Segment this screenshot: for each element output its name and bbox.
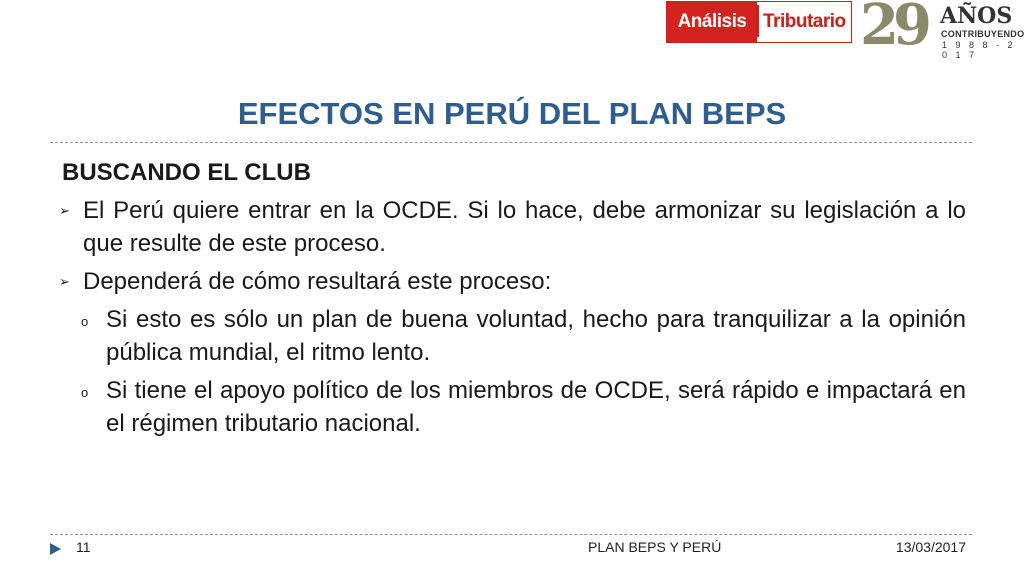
section-heading: BUSCANDO EL CLUB: [62, 159, 311, 186]
logo-divider: [756, 5, 769, 37]
anniversary-logo: [858, 0, 1024, 60]
sub-bullet-item: [62, 303, 966, 369]
logo-analisis-text: Análisis: [667, 2, 757, 42]
circle-bullet-icon: o: [81, 385, 89, 400]
anniversary-years: 1 9 8 8 - 2 0 1 7: [942, 40, 1016, 60]
anniversary-number: 29: [860, 0, 926, 58]
footer-divider: [50, 534, 972, 535]
logo-tributario-text: [763, 2, 851, 42]
anniversary-contribuyendo: CONTRIBUYENDO: [941, 29, 1024, 39]
sub-bullet-text: Si esto es sólo un plan de buena voluntad, hecho para tranquilizar a la opinión pública mundial, el ritmo lento.: [106, 306, 966, 366]
sub-bullet-text: Si tiene el apoyo político de los miembros de OCDE, será rápido e impactará en el régimen tributario nacional.: [106, 377, 966, 437]
bullet-item: [59, 265, 966, 298]
bullet-text: El Perú quiere entrar en la OCDE. Si lo hace, debe armonizar su legislación a lo que resulte de este proceso.: [83, 197, 966, 257]
slide-title: EFECTOS EN PERÚ DEL PLAN BEPS: [237, 96, 787, 131]
arrow-bullet-icon: ➢: [59, 274, 70, 289]
footer-date: 13/03/2017: [895, 539, 966, 555]
analisis-tributario-logo: [666, 1, 852, 43]
bullet-item: [59, 194, 966, 260]
circle-bullet-icon: o: [81, 314, 89, 329]
sub-bullet-item: [62, 374, 966, 440]
logo-tributario-label: Tributario: [763, 11, 846, 32]
play-arrow-icon: [50, 543, 61, 555]
page-number: 11: [76, 539, 91, 555]
arrow-bullet-icon: ➢: [59, 203, 70, 218]
anniversary-anos: AÑOS: [940, 3, 1013, 29]
title-divider: [50, 142, 972, 143]
footer-title: PLAN BEPS Y PERÚ: [588, 539, 722, 555]
slide-body: [59, 156, 966, 445]
bullet-text: Dependerá de cómo resultará este proceso:: [83, 268, 552, 295]
